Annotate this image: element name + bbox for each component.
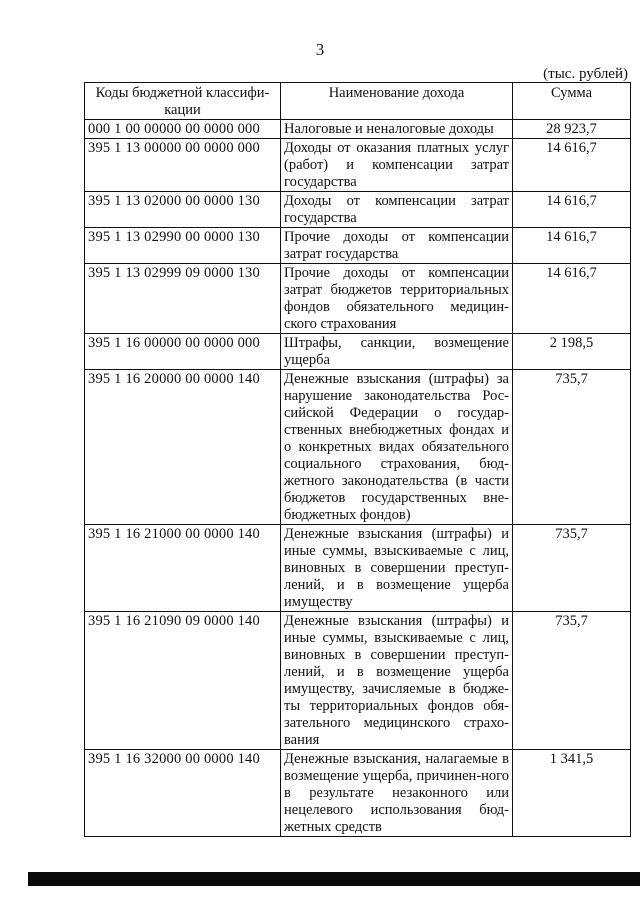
row-sum: 14 616,7 (513, 264, 631, 334)
header-code: Коды бюджетной классифи-кации (85, 83, 281, 120)
row-sum: 735,7 (513, 525, 631, 612)
scan-edge-bar (28, 872, 640, 886)
table-row (85, 612, 631, 750)
row-sum: 2 198,5 (513, 334, 631, 370)
row-name: Денежные взыскания, налагаемые в возмещение ущерба, причинен-ного в результате незаконного или нецелевого использования бюд-жетных средств (281, 750, 513, 837)
row-code: 395 1 16 21000 00 0000 140 (85, 525, 281, 612)
row-sum: 28 923,7 (513, 120, 631, 139)
table-row (85, 370, 631, 525)
table-row (85, 228, 631, 264)
row-name: Прочие доходы от компенсации затрат бюджетов территориальных фондов обязательного медицин-ского страхования (281, 264, 513, 334)
row-name: Прочие доходы от компенсации затрат государства (281, 228, 513, 264)
header-sum: Сумма (513, 83, 631, 120)
row-code: 395 1 13 02990 00 0000 130 (85, 228, 281, 264)
row-sum: 14 616,7 (513, 228, 631, 264)
revenue-table (84, 82, 631, 837)
table-row (85, 525, 631, 612)
row-name: Денежные взыскания (штрафы) и иные суммы, взыскиваемые с лиц, виновных в совершении преступ-лений, и в возмещение ущерба имуществу (281, 525, 513, 612)
row-code: 000 1 00 00000 00 0000 000 (85, 120, 281, 139)
row-name: Штрафы, санкции, возмещение ущерба (281, 334, 513, 370)
units-label: (тыс. рублей) (543, 66, 628, 82)
row-code: 395 1 16 00000 00 0000 000 (85, 334, 281, 370)
row-sum: 14 616,7 (513, 192, 631, 228)
row-name: Денежные взыскания (штрафы) за нарушение законодательства Рос-сийской Федерации о государ-ственных внебюджетных фондах и о конкретных видах обязательного социального страхования, бюд-жетного законодательства (в части бюджетов государственных вне-бюджетных фондов) (281, 370, 513, 525)
row-name: Налоговые и неналоговые доходы (281, 120, 513, 139)
row-sum: 1 341,5 (513, 750, 631, 837)
table-header-row (85, 83, 631, 120)
row-code: 395 1 16 32000 00 0000 140 (85, 750, 281, 837)
row-code: 395 1 13 02999 09 0000 130 (85, 264, 281, 334)
row-code: 395 1 13 02000 00 0000 130 (85, 192, 281, 228)
row-code: 395 1 16 20000 00 0000 140 (85, 370, 281, 525)
row-name: Денежные взыскания (штрафы) и иные суммы, взыскиваемые с лиц, виновных в совершении преступ-лений, и в возмещение ущерба имуществу, зачисляемые в бюдже-ты территориальных фондов обя-зательного медицинского страхо-вания (281, 612, 513, 750)
row-name: Доходы от оказания платных услуг (работ) и компенсации затрат государства (281, 139, 513, 192)
row-code: 395 1 16 21090 09 0000 140 (85, 612, 281, 750)
row-name: Доходы от компенсации затрат государства (281, 192, 513, 228)
page-number: 3 (315, 40, 325, 59)
table-row (85, 192, 631, 228)
table-row (85, 139, 631, 192)
table-row (85, 750, 631, 837)
table-row (85, 120, 631, 139)
row-sum: 735,7 (513, 370, 631, 525)
row-sum: 14 616,7 (513, 139, 631, 192)
table-row (85, 264, 631, 334)
header-name: Наименование дохода (281, 83, 513, 120)
row-code: 395 1 13 00000 00 0000 000 (85, 139, 281, 192)
table-row (85, 334, 631, 370)
row-sum: 735,7 (513, 612, 631, 750)
